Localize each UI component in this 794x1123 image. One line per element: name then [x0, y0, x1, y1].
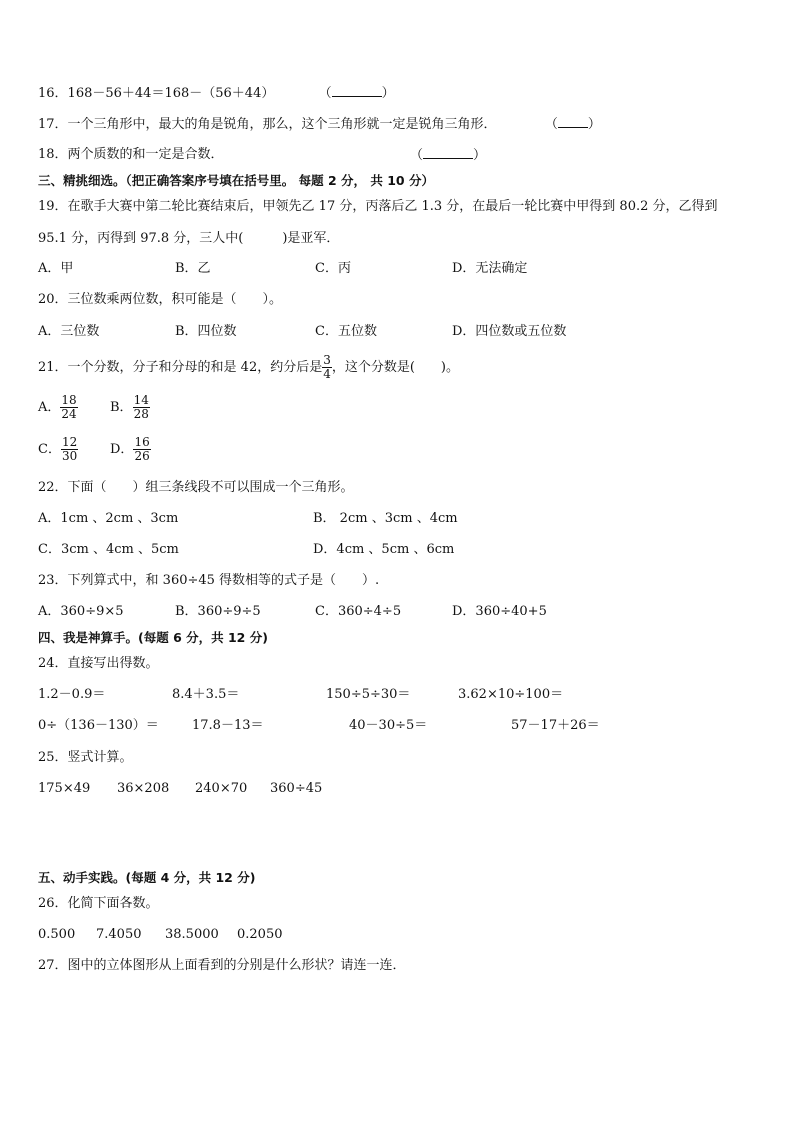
calc-item: 8.4＋3.5＝ [172, 687, 240, 702]
q23-option-c[interactable]: C．360÷4÷5 [315, 604, 402, 619]
question-20: 20．三位数乘两位数，积可能是（ ）。 [38, 292, 283, 307]
question-19-line2: 95.1 分，丙得到 97.8 分，三人中( )是亚军． [38, 231, 340, 246]
vertical-calc-item: 175×49 [38, 781, 91, 796]
calc-item: 1.2－0.9＝ [38, 687, 106, 702]
section-4-title: 四、我是神算手。(每题 6 分，共 12 分) [38, 630, 268, 645]
q23-option-b[interactable]: B．360÷9÷5 [175, 604, 261, 619]
question-21: 21．一个分数，分子和分母的和是 42，约分后是 $\frac{3}{4}$ ，这个分数是( )。 [38, 353, 460, 381]
q23-option-a[interactable]: A．360÷9×5 [38, 604, 124, 619]
vertical-calc-item: 360÷45 [270, 781, 323, 796]
answer-blank[interactable] [423, 146, 473, 159]
question-24: 24．直接写出得数。 [38, 656, 159, 671]
q20-option-d[interactable]: D．四位数或五位数 [452, 324, 567, 339]
question-16-text: 16．168－56＋44＝168－（56＋44） [38, 86, 275, 101]
question-18 [38, 146, 224, 164]
number-item: 0.2050 [237, 927, 283, 942]
calc-item: 57－17＋26＝ [511, 718, 600, 733]
question-16: 16．168－56＋44＝168－（56＋44） （ ） [38, 86, 395, 101]
question-17-text: 17．一个三角形中，最大的角是锐角，那么，这个三角形就一定是锐角三角形． [38, 117, 497, 132]
q21-option-a[interactable]: A． $\frac{18}{24}$ [38, 393, 77, 421]
number-item: 38.5000 [165, 927, 219, 942]
number-item: 0.500 [38, 927, 76, 942]
vertical-calc-item: 240×70 [195, 781, 248, 796]
q22-option-d[interactable]: D．4cm 、5cm 、6cm [313, 542, 455, 557]
q23-option-d[interactable]: D．360÷40+5 [452, 604, 547, 619]
question-27: 27．图中的立体图形从上面看到的分别是什么形状？请连一连． [38, 958, 406, 973]
fraction: $\frac{3}{4}$ [323, 353, 331, 381]
q19-option-c[interactable]: C．丙 [315, 261, 351, 276]
q20-option-a[interactable]: A．三位数 [38, 324, 100, 339]
question-26: 26．化简下面各数。 [38, 896, 159, 911]
q21-option-c[interactable]: C． $\frac{12}{30}$ [38, 435, 78, 463]
q20-option-b[interactable]: B．四位数 [175, 324, 237, 339]
question-19-line1: 19．在歌手大赛中第二轮比赛结束后，甲领先乙 17 分，丙落后乙 1.3 分，在最后一轮比赛中甲得到 80.2 分，乙得到 [38, 199, 718, 214]
calc-item: 0÷（136－130）＝ [38, 718, 159, 733]
q19-option-d[interactable]: D．无法确定 [452, 261, 528, 276]
calc-item: 3.62×10÷100＝ [458, 687, 564, 702]
calc-item: 150÷5÷30＝ [326, 687, 411, 702]
section-3-title: 三、精挑细选。（把正确答案序号填在括号里。 每题 2 分， 共 10 分） [38, 173, 434, 188]
q22-option-a[interactable]: A．1cm 、2cm 、3cm [38, 511, 179, 526]
answer-blank[interactable] [558, 115, 588, 128]
calc-item: 17.8－13＝ [192, 718, 264, 733]
q22-option-c[interactable]: C．3cm 、4cm 、5cm [38, 542, 179, 557]
question-25: 25．竖式计算。 [38, 750, 133, 765]
section-5-title: 五、动手实践。(每题 4 分，共 12 分) [38, 870, 256, 885]
answer-blank[interactable] [332, 84, 382, 97]
question-18-text: 18．两个质数的和一定是合数． [38, 147, 224, 162]
calc-item: 40－30÷5＝ [349, 718, 428, 733]
q20-option-c[interactable]: C．五位数 [315, 324, 377, 339]
question-17: 17．一个三角形中，最大的角是锐角，那么，这个三角形就一定是锐角三角形． （ ） [38, 117, 601, 132]
q19-option-b[interactable]: B．乙 [175, 261, 211, 276]
q22-option-b[interactable]: B． 2cm 、3cm 、4cm [313, 511, 458, 526]
question-22: 22．下面（ ）组三条线段不可以围成一个三角形。 [38, 480, 354, 495]
question-23: 23．下列算式中，和 360÷45 得数相等的式子是（ ）. [38, 573, 380, 588]
q21-option-d[interactable]: D． $\frac{16}{26}$ [110, 435, 150, 463]
question-18-answer: （ ） [410, 148, 487, 163]
number-item: 7.4050 [96, 927, 142, 942]
vertical-calc-item: 36×208 [117, 781, 170, 796]
q19-option-a[interactable]: A．甲 [38, 261, 74, 276]
q21-option-b[interactable]: B． $\frac{14}{28}$ [110, 393, 149, 421]
